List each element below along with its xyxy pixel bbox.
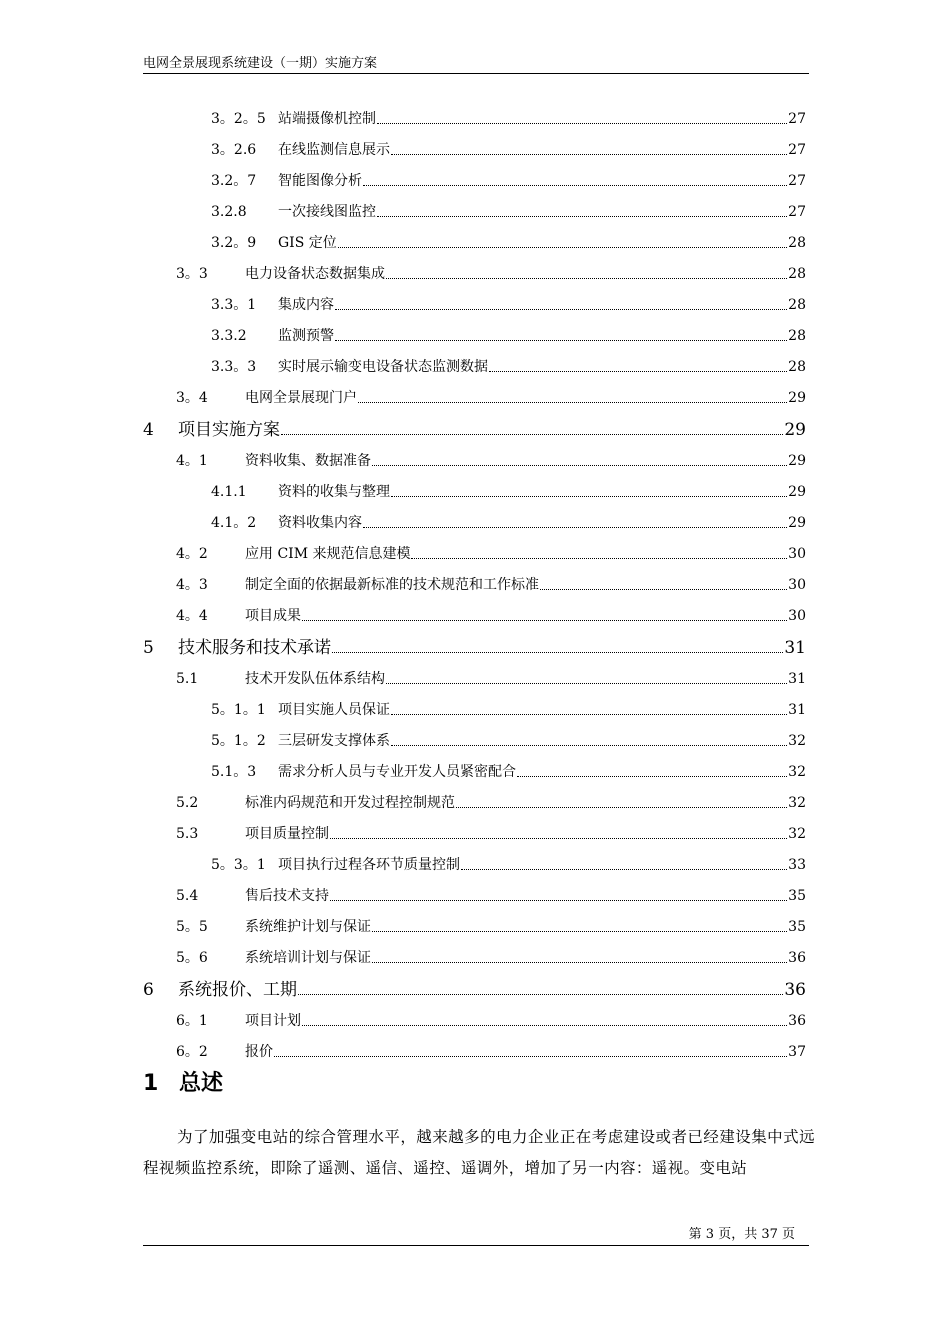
toc-entry[interactable] [176,1039,806,1061]
toc-entry-page: 28 [788,359,806,375]
toc-entry-page: 32 [788,795,806,811]
toc-entry-title: 系统报价、工期 [178,980,297,1000]
toc-entry-number: 4。2 [176,546,208,562]
toc-entry-title: 电网全景展现门户 [245,390,357,406]
toc-entry-number: 3。2.6 [211,142,257,158]
toc-entry-title: 电力设备状态数据集成 [245,266,385,282]
toc-entry[interactable] [176,603,806,625]
toc-entry-title: 项目成果 [245,608,301,624]
toc-entry-page: 28 [788,297,806,313]
toc-leader-dots [363,182,787,186]
toc-entry[interactable] [211,137,806,159]
section-number: 1 [143,1071,159,1096]
body-paragraph: 为了加强变电站的综合管理水平，越来越多的电力企业正在考虑建设或者已经建设集中式远程视频监控系统，即除了遥测、遥信、遥控、遥调外，增加了另一内容：遥视。变电站 [143,1128,815,1177]
toc-leader-dots [391,493,787,497]
toc-entry-title: 项目实施人员保证 [278,702,390,718]
toc-entry-number: 4。3 [176,577,208,593]
toc-entry-number: 4.1.1 [211,484,247,500]
toc-leader-dots [391,742,787,746]
toc-leader-dots [391,711,787,715]
toc-entry[interactable] [211,697,806,719]
toc-leader-dots [274,1053,787,1057]
toc-leader-dots [489,368,787,372]
toc-entry[interactable] [211,323,806,345]
toc-leader-dots [377,120,787,124]
toc-entry-title: 需求分析人员与专业开发人员紧密配合 [278,764,516,780]
toc-entry-page: 28 [788,266,806,282]
toc-entry-page: 31 [788,671,806,687]
toc-entry-page: 36 [788,950,806,966]
toc-entry-page: 29 [788,515,806,531]
toc-entry-page: 28 [788,328,806,344]
page-number-text: 第 3 页，共 37 页 [688,1227,795,1242]
toc-leader-dots [330,835,787,839]
toc-leader-dots [335,306,787,310]
toc-entry[interactable] [211,852,806,874]
toc-entry-page: 32 [788,733,806,749]
toc-entry-title: 站端摄像机控制 [278,111,376,127]
toc-entry-number: 5 [143,638,154,658]
toc-entry[interactable] [211,230,806,252]
toc-entry-page: 32 [788,764,806,780]
toc-entry-page: 29 [788,484,806,500]
toc-entry-title: 项目计划 [245,1013,301,1029]
toc-entry-number: 5。1。1 [211,702,266,718]
toc-entry-page: 27 [788,204,806,220]
toc-entry-title: 技术开发队伍体系结构 [245,671,385,687]
toc-entry-title: 技术服务和技术承诺 [178,638,331,658]
toc-leader-dots [335,337,787,341]
toc-entry-title: 应用 CIM 来规范信息建模 [245,546,411,562]
toc-entry-title: 系统培训计划与保证 [245,950,371,966]
toc-leader-dots [302,1022,787,1026]
toc-leader-dots [517,773,787,777]
toc-entry-number: 5.4 [176,888,199,904]
toc-entry-page: 30 [788,577,806,593]
toc-entry-number: 3。2。5 [211,111,266,127]
toc-entry-title: 项目执行过程各环节质量控制 [278,857,460,873]
toc-entry-number: 5。1。2 [211,733,266,749]
toc-entry-title: 资料收集、数据准备 [245,453,371,469]
toc-entry[interactable] [176,821,806,843]
header-title: 电网全景展现系统建设（一期）实施方案 [143,56,378,71]
toc-entry-number: 3。3 [176,266,208,282]
toc-leader-dots [391,151,787,155]
toc-entry[interactable] [211,479,806,501]
toc-entry-title: 项目质量控制 [245,826,329,842]
toc-entry-page: 27 [788,173,806,189]
toc-entry-page: 36 [788,1013,806,1029]
toc-entry-number: 4。1 [176,453,208,469]
toc-entry-number: 6。1 [176,1013,208,1029]
toc-entry[interactable] [211,106,806,128]
toc-entry-page: 32 [788,826,806,842]
toc-entry-number: 6。2 [176,1044,208,1060]
toc-entry-number: 3.3。1 [211,297,257,313]
toc-entry[interactable] [211,199,806,221]
toc-entry-title: 制定全面的依据最新标准的技术规范和工作标准 [245,577,539,593]
section-heading [143,1070,223,1098]
toc-leader-dots [358,399,787,403]
toc-leader-dots [411,555,787,559]
section-title: 总述 [179,1071,224,1096]
toc-entry-title: GIS 定位 [278,235,337,251]
toc-entry[interactable] [176,790,806,812]
toc-entry-number: 6 [143,980,154,1000]
toc-leader-dots [377,213,787,217]
page-footer [143,1227,809,1246]
toc-entry-page: 27 [788,111,806,127]
toc-entry-title: 报价 [245,1044,273,1060]
toc-entry-page: 35 [788,919,806,935]
toc-entry-page: 36 [784,980,806,1000]
toc-entry-number: 3.3。3 [211,359,257,375]
toc-leader-dots [372,959,787,963]
toc-entry-title: 系统维护计划与保证 [245,919,371,935]
toc-entry[interactable] [211,354,806,376]
toc-leader-dots [372,462,787,466]
toc-entry-page: 28 [788,235,806,251]
toc-entry[interactable] [143,974,806,1000]
toc-leader-dots [281,431,783,435]
toc-entry-number: 4。4 [176,608,208,624]
toc-entry[interactable] [176,572,806,594]
toc-entry-title: 标准内码规范和开发过程控制规范 [245,795,455,811]
toc-leader-dots [338,244,787,248]
toc-entry[interactable] [176,914,806,936]
toc-leader-dots [330,897,787,901]
toc-entry-number: 5。5 [176,919,208,935]
toc-entry-page: 33 [788,857,806,873]
toc-entry-page: 31 [788,702,806,718]
toc-entry[interactable] [211,168,806,190]
toc-entry-title: 资料收集内容 [278,515,362,531]
toc-leader-dots [332,649,783,653]
toc-entry-number: 5.1 [176,671,199,687]
toc-entry-title: 一次接线图监控 [278,204,376,220]
toc-entry-title: 售后技术支持 [245,888,329,904]
toc-entry-number: 4 [143,420,154,440]
toc-leader-dots [386,680,787,684]
toc-entry-page: 29 [784,420,806,440]
toc-entry[interactable] [176,883,806,905]
toc-leader-dots [456,804,787,808]
toc-entry-page: 31 [784,638,806,658]
toc-leader-dots [363,524,787,528]
toc-entry[interactable] [211,759,806,781]
toc-entry[interactable] [211,510,806,532]
toc-leader-dots [372,928,787,932]
toc-entry-number: 3.2。7 [211,173,257,189]
toc-entry-page: 29 [788,390,806,406]
toc-entry-title: 监测预警 [278,328,334,344]
toc-leader-dots [302,617,787,621]
toc-leader-dots [461,866,787,870]
toc-entry[interactable] [176,448,806,470]
toc-entry-page: 30 [788,546,806,562]
toc-entry-number: 5.1。3 [211,764,257,780]
toc-entry[interactable] [176,385,806,407]
toc-entry-title: 智能图像分析 [278,173,362,189]
toc-entry[interactable] [176,666,806,688]
toc-entry-number: 5.2 [176,795,199,811]
toc-leader-dots [386,275,787,279]
toc-entry-number: 5。6 [176,950,208,966]
toc-leader-dots [540,586,787,590]
toc-entry-number: 3.3.2 [211,328,247,344]
toc-entry-title: 实时展示输变电设备状态监测数据 [278,359,488,375]
toc-entry-page: 27 [788,142,806,158]
toc-entry-title: 集成内容 [278,297,334,313]
toc-entry[interactable] [176,541,806,563]
toc-entry[interactable] [143,414,806,440]
toc-entry-number: 4.1。2 [211,515,257,531]
toc-entry-title: 在线监测信息展示 [278,142,390,158]
toc-entry-title: 三层研发支撑体系 [278,733,390,749]
page-header [143,56,809,74]
toc-entry[interactable] [143,632,806,658]
toc-entry[interactable] [211,728,806,750]
toc-entry[interactable] [176,261,806,283]
toc-entry-number: 3。4 [176,390,208,406]
toc-entry-page: 30 [788,608,806,624]
toc-entry-title: 资料的收集与整理 [278,484,390,500]
toc-leader-dots [298,991,783,995]
toc-entry-number: 3.2.8 [211,204,247,220]
toc-entry-page: 29 [788,453,806,469]
toc-entry-number: 5。3。1 [211,857,266,873]
toc-entry[interactable] [176,1008,806,1030]
toc-entry-page: 35 [788,888,806,904]
toc-entry[interactable] [176,945,806,967]
toc-entry-number: 3.2。9 [211,235,257,251]
toc-entry[interactable] [211,292,806,314]
toc-entry-page: 37 [788,1044,806,1060]
toc-entry-title: 项目实施方案 [178,420,280,440]
toc-entry-number: 5.3 [176,826,199,842]
